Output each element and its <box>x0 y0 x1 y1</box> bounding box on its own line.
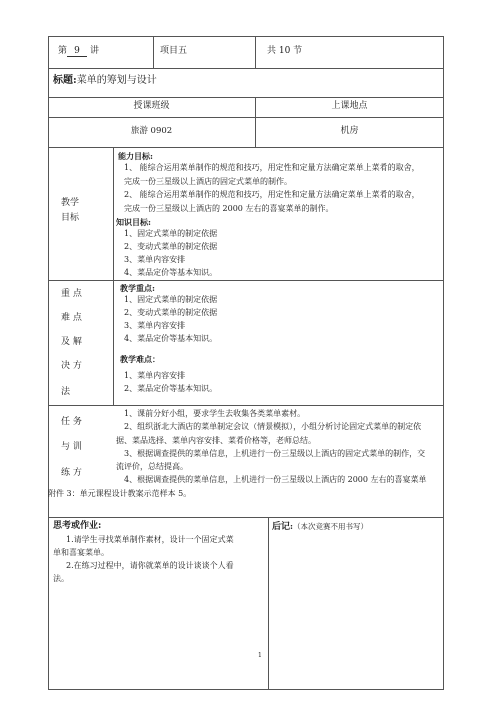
project-label: 项目五 <box>160 46 188 56</box>
difficulty-item: 1、菜单内容安排 <box>124 371 186 380</box>
table-rule <box>48 68 444 69</box>
table-rule <box>113 147 114 406</box>
total-sessions: 共 10 节 <box>267 46 303 56</box>
page-number: 1 <box>258 652 262 659</box>
table-rule <box>48 405 444 406</box>
table-border-bottom <box>48 689 444 690</box>
knowledge-item: 2、变动式菜单的制定依据 <box>124 242 218 251</box>
table-rule <box>48 147 444 148</box>
ability-item: 2、 能综合运用菜单制作的规范和技巧，用定性和定量方法确定菜单上菜肴的取舍， <box>124 190 420 199</box>
postscript: 后记:（本次竞赛不用书写） <box>272 521 368 532</box>
place-value: 机房 <box>340 126 359 136</box>
tasks-side-label: 与 训 <box>61 442 82 452</box>
task-line: 3、根据调查提供的菜单信息，上机进行一份三星级以上酒店的固定式菜单的制作，交 <box>124 449 426 458</box>
knowledge-item: 4、菜品定价等基本知识。 <box>124 268 218 277</box>
table-rule <box>268 517 269 690</box>
keypoints-side-label: 难 点 <box>61 313 82 323</box>
appendix-note: 附件 3：单元课程设计教案示范样本 5。 <box>48 489 192 498</box>
table-rule <box>48 117 444 118</box>
class-header: 授课班级 <box>133 101 170 111</box>
table-rule <box>48 517 444 518</box>
lecture-number: 第 9 讲 <box>58 46 100 56</box>
key-item: 3、菜单内容安排 <box>124 321 186 330</box>
difficulty-item: 2、菜品定价等基本知识。 <box>124 384 218 393</box>
keypoints-side-label: 及 解 <box>61 337 82 347</box>
table-border-top <box>48 36 444 37</box>
task-line: 4、根据调查提供的菜单信息，上机进行一份三星级以上酒店的 2000 左右的喜宴菜单 <box>124 475 427 484</box>
page-title: 标题:菜单的筹划与设计 <box>53 75 157 86</box>
keypoints-side-label: 重 点 <box>61 289 82 299</box>
key-item: 2、变动式菜单的制定依据 <box>124 308 218 317</box>
class-value: 旅游 0902 <box>130 126 173 136</box>
homework-line: 法。 <box>53 574 69 583</box>
table-rule <box>255 36 256 69</box>
key-item: 4、菜品定价等基本知识。 <box>124 334 218 343</box>
ability-item: 完成一份三星级以上酒店的 2000 左右的喜宴菜单的制作。 <box>124 204 334 213</box>
task-line: 流评价，总结提高。 <box>116 462 188 471</box>
table-rule <box>153 36 154 69</box>
homework-line: 单和喜宴菜单。 <box>53 548 109 557</box>
table-border-right <box>443 36 444 690</box>
ability-item: 1、 能综合运用菜单制作的规范和技巧，用定性和定量方法确定菜单上菜肴的取舍， <box>124 163 420 172</box>
task-line: 2、组织浙北大酒店的菜单制定会议（情景模拟），小组分析讨论固定式菜单的制定依 <box>124 422 422 431</box>
objectives-side-label: 目标 <box>61 213 80 223</box>
table-rule <box>48 97 444 98</box>
knowledge-label: 知识目标: <box>116 217 151 227</box>
difficulty-label: 教学难点： <box>120 354 160 364</box>
ability-label: 能力目标: <box>118 151 153 161</box>
keypoints-side-label: 法 <box>61 387 71 397</box>
keypoints-side-label: 决 方 <box>61 361 82 371</box>
objectives-side-label: 教学 <box>61 198 80 208</box>
task-line: 据、菜品选择、菜单内容安排、菜肴价格等，老师总结。 <box>116 436 316 445</box>
task-line: 1、课前分好小组，要求学生去收集各类菜单素材。 <box>124 409 306 418</box>
place-header: 上课地点 <box>331 101 368 111</box>
key-item: 1、固定式菜单的制定依据 <box>124 295 218 304</box>
key-label: 教学重点: <box>120 283 155 293</box>
ability-item: 完成一份三星级以上酒店的固定式菜单的制作。 <box>124 177 292 186</box>
homework-line: 1.请学生寻找菜单制作素材，设计一个固定式菜 <box>66 535 234 544</box>
table-rule <box>48 280 444 281</box>
knowledge-item: 3、菜单内容安排 <box>124 255 186 264</box>
knowledge-item: 1、固定式菜单的制定依据 <box>124 229 218 238</box>
homework-line: 2.在练习过程中，请你就菜单的设计谈谈个人看 <box>66 561 234 570</box>
tasks-side-label: 任 务 <box>61 417 82 427</box>
homework-label: 思考或作业: <box>53 521 102 531</box>
tasks-side-label: 练 方 <box>61 468 82 478</box>
